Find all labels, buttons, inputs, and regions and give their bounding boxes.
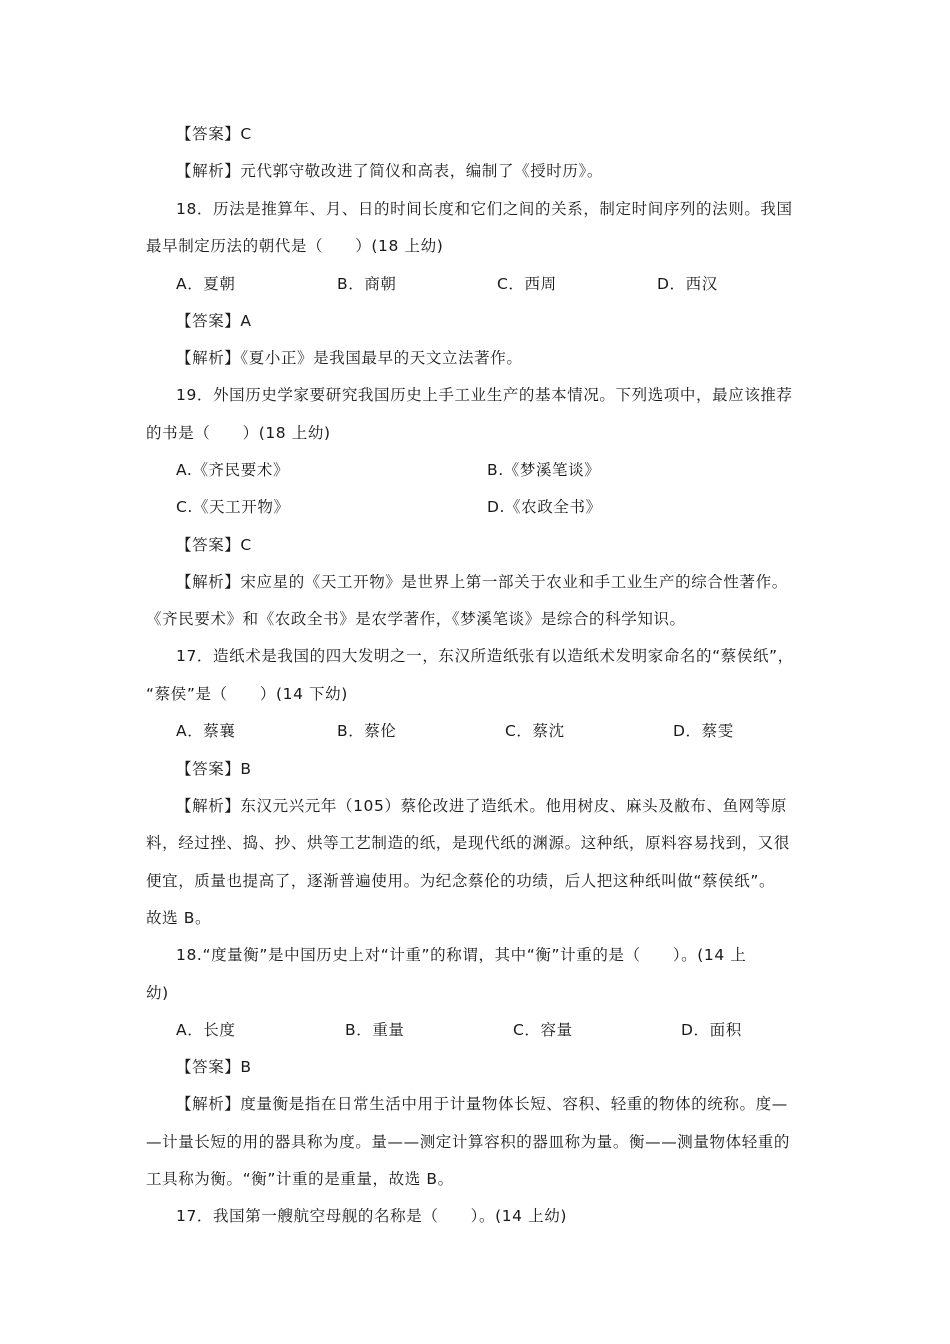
analysis-text-cont: 料，经过挫、捣、抄、烘等工艺制造的纸，是现代纸的渊源。这种纸，原料容易找到，又很 bbox=[146, 834, 791, 852]
answer-label: 【答案】C bbox=[176, 125, 252, 143]
option-b: B．蔡伦 bbox=[337, 722, 397, 740]
analysis-text-cont: —计量长短的用的器具称为度。量——测定计算容积的器皿称为量。衡——测量物体轻重的 bbox=[146, 1133, 791, 1151]
option-a: A.《齐民要术》 bbox=[176, 461, 290, 479]
option-c: C．容量 bbox=[513, 1021, 573, 1039]
question-18-text: 18．历法是推算年、月、日的时间长度和它们之间的关系，制定时间序列的法则。我国 bbox=[176, 200, 793, 218]
option-d: D.《农政全书》 bbox=[487, 498, 602, 516]
question-18-text-cont: 幼) bbox=[146, 984, 169, 1002]
question-19-text: 19．外国历史学家要研究我国历史上手工业生产的基本情况。下列选项中，最应该推荐 bbox=[176, 386, 793, 404]
question-18-text-cont: 最早制定历法的朝代是（ ）(18 上幼) bbox=[146, 237, 444, 255]
option-c: C．蔡沈 bbox=[505, 722, 565, 740]
analysis-text: 【解析】《夏小正》是我国最早的天文立法著作。 bbox=[176, 349, 523, 367]
option-a: A．夏朝 bbox=[176, 275, 236, 293]
question-17-text-cont: “蔡侯”是（ ）(14 下幼) bbox=[146, 685, 348, 703]
question-17-text: 17．造纸术是我国的四大发明之一，东汉所造纸张有以造纸术发明家命名的“蔡侯纸”， bbox=[176, 647, 794, 665]
answer-label: 【答案】B bbox=[176, 760, 252, 778]
analysis-text-cont: 故选 B。 bbox=[146, 909, 212, 927]
option-c: C．西周 bbox=[497, 275, 557, 293]
answer-label: 【答案】A bbox=[176, 312, 252, 330]
option-a: A．蔡襄 bbox=[176, 722, 236, 740]
option-b: B.《梦溪笔谈》 bbox=[487, 461, 601, 479]
option-b: B．商朝 bbox=[337, 275, 397, 293]
analysis-text: 【解析】东汉元兴元年（105）蔡伦改进了造纸术。他用树皮、麻头及敝布、鱼网等原 bbox=[176, 797, 787, 815]
analysis-text: 【解析】元代郭守敬改进了简仪和高表，编制了《授时历》。 bbox=[176, 162, 603, 180]
question-19-text-cont: 的书是（ ）(18 上幼) bbox=[146, 424, 331, 442]
question-18-text: 18.“度量衡”是中国历史上对“计重”的称谓，其中“衡”计重的是（ ）。(14 上 bbox=[176, 946, 747, 964]
option-b: B．重量 bbox=[345, 1021, 405, 1039]
question-17-text: 17．我国第一艘航空母舰的名称是（ ）。(14 上幼) bbox=[176, 1207, 568, 1225]
option-d: D．蔡雯 bbox=[673, 722, 734, 740]
analysis-text-cont: 《齐民要术》和《农政全书》是农学著作，《梦溪笔谈》是综合的科学知识。 bbox=[146, 610, 686, 628]
option-d: D．面积 bbox=[681, 1021, 742, 1039]
option-c: C.《天工开物》 bbox=[176, 498, 290, 516]
analysis-text-cont: 工具称为衡。“衡”计重的是重量，故选 B。 bbox=[146, 1170, 454, 1188]
answer-label: 【答案】C bbox=[176, 536, 252, 554]
option-a: A．长度 bbox=[176, 1021, 236, 1039]
analysis-text: 【解析】宋应星的《天工开物》是世界上第一部关于农业和手工业生产的综合性著作。 bbox=[176, 573, 788, 591]
answer-label: 【答案】B bbox=[176, 1058, 252, 1076]
analysis-text: 【解析】度量衡是指在日常生活中用于计量物体长短、容积、轻重的物体的统称。度— bbox=[176, 1095, 788, 1113]
option-d: D．西汉 bbox=[657, 275, 718, 293]
analysis-text-cont: 便宜，质量也提高了，逐渐普遍使用。为纪念蔡伦的功绩，后人把这种纸叫做“蔡侯纸”。 bbox=[146, 872, 776, 890]
